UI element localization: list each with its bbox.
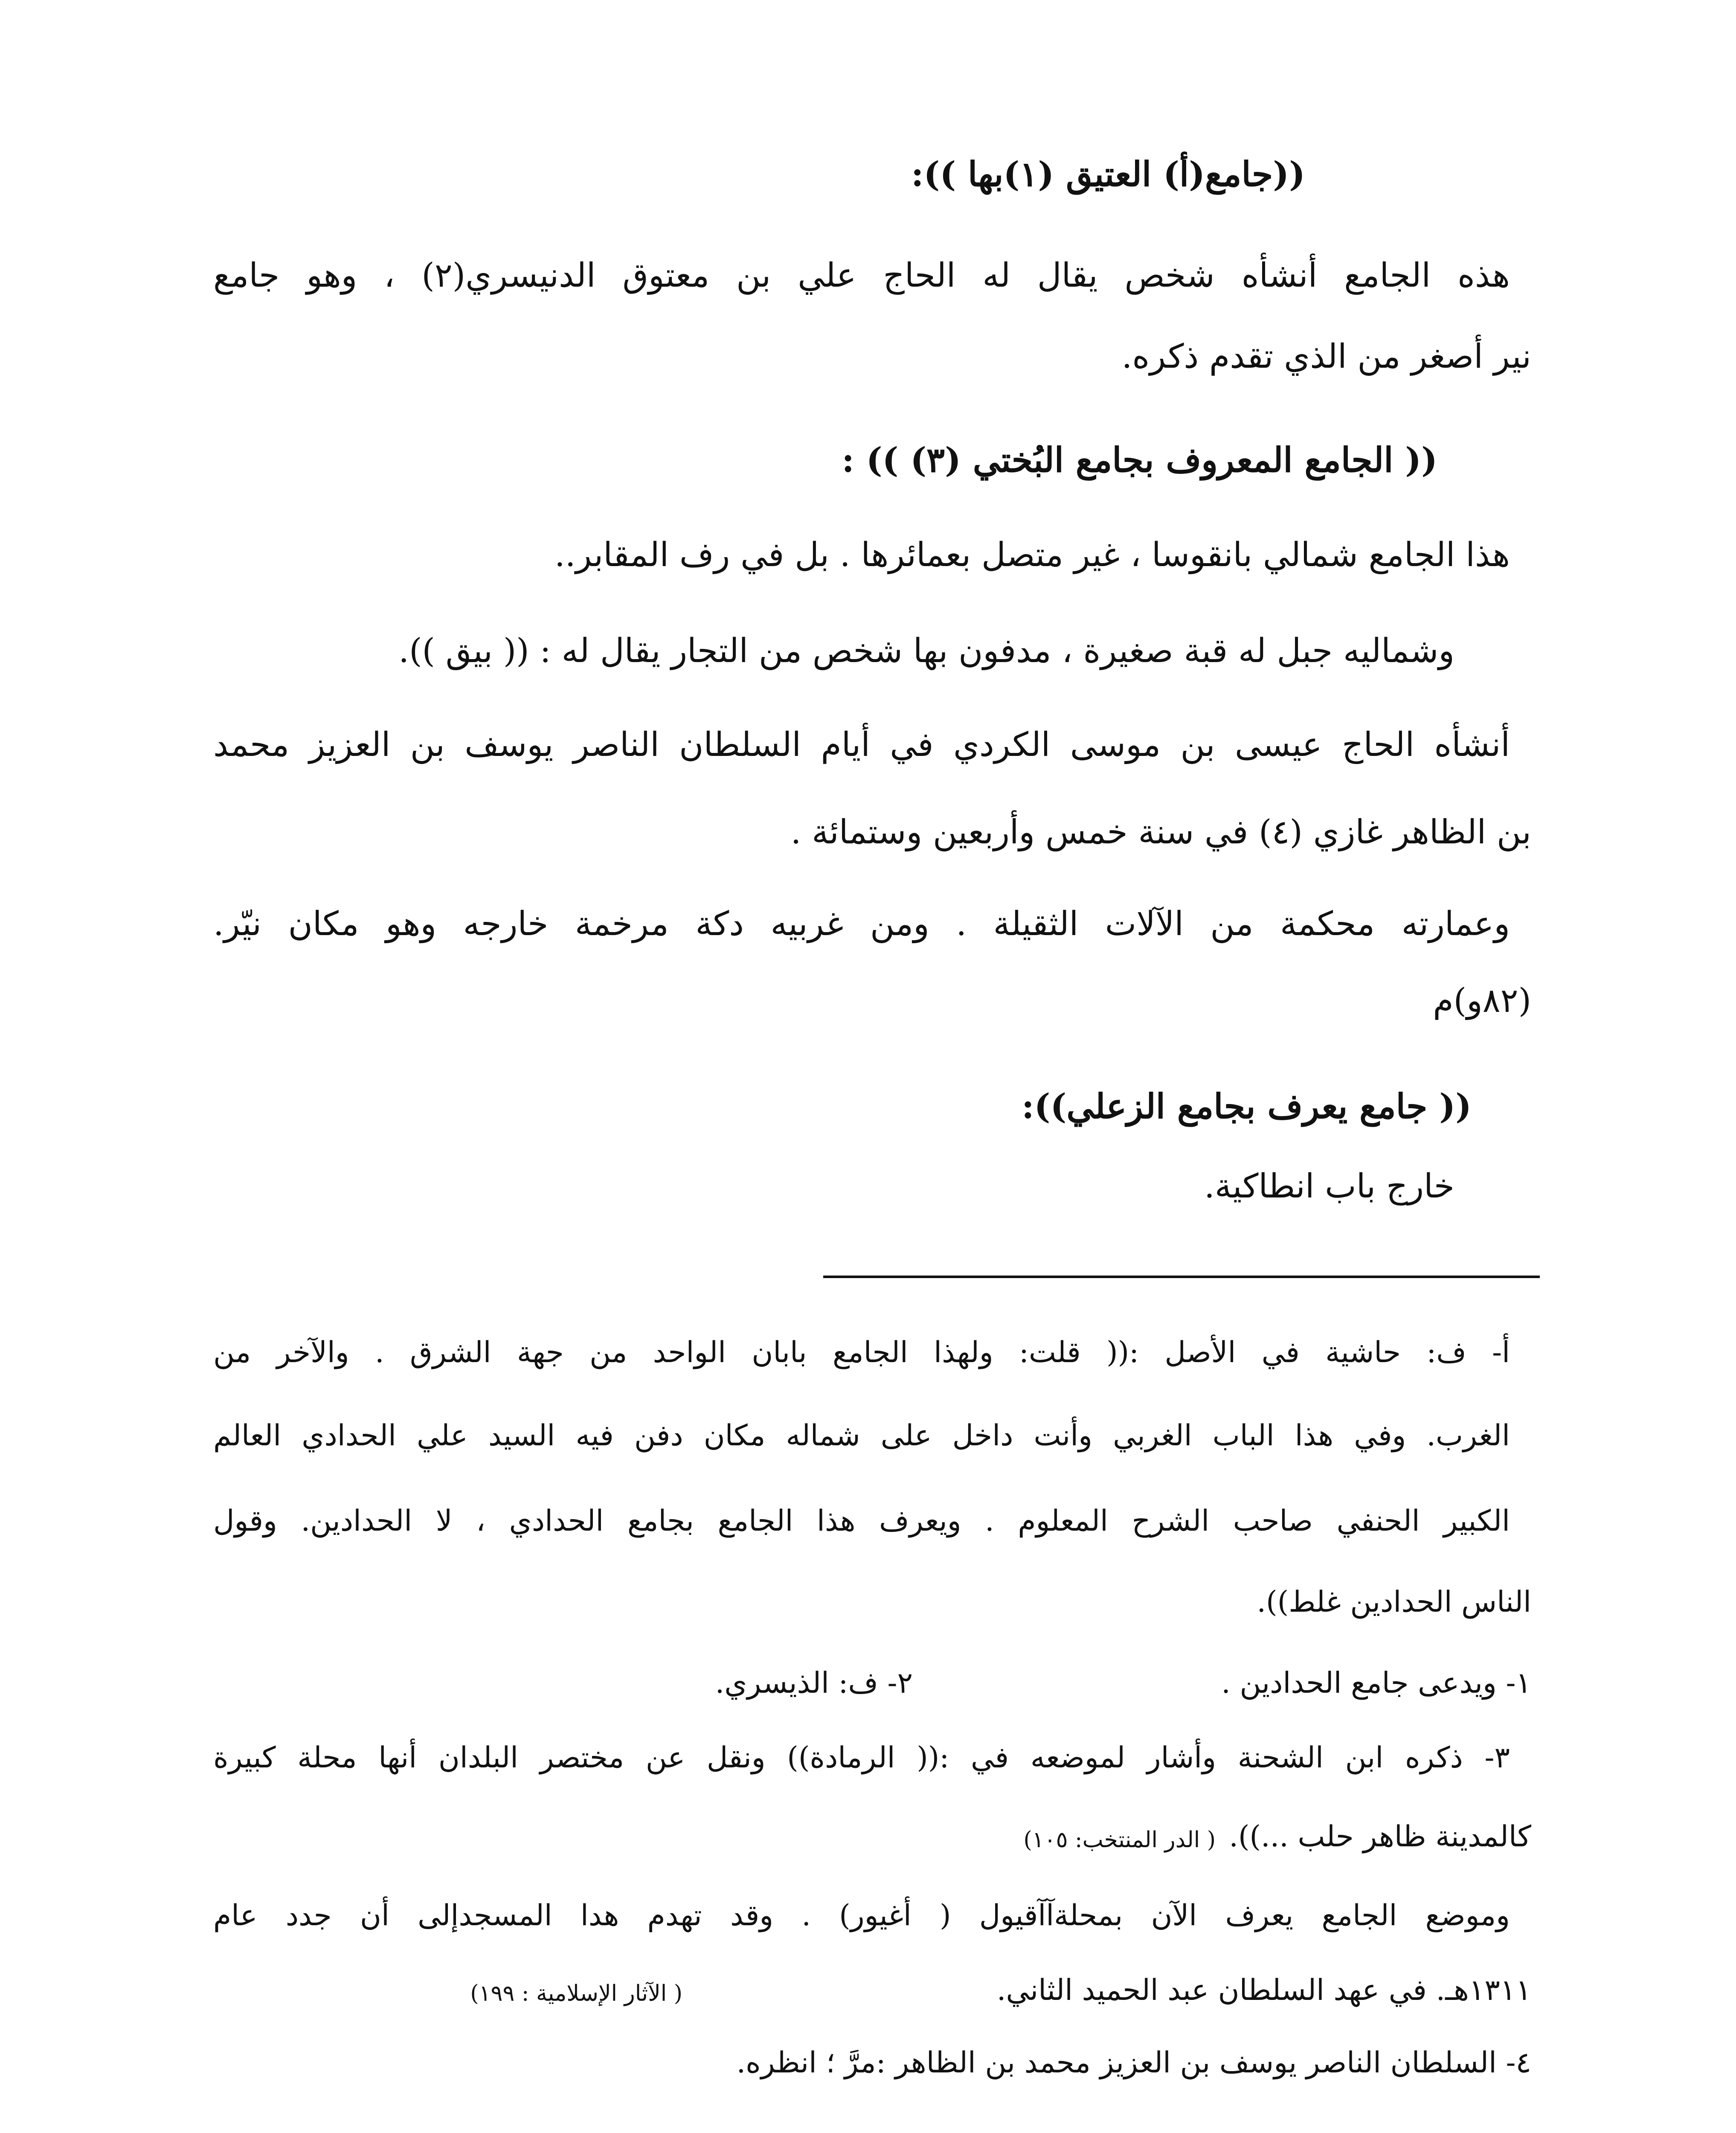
footnote-separator	[823, 1276, 1540, 1278]
section-heading-old-mosque: ((جامع(أ) العتيق (١)بها )):	[911, 154, 1305, 194]
footnote-4: ٤- السلطان الناصر يوسف بن العزيز محمد بن الظاهر :مرَّ ؛ انظره.	[736, 2046, 1531, 2080]
body-line: أنشأه الحاج عيسى بن موسى الكردي في أيام السلطان الناصر يوسف بن العزيز محمد	[213, 726, 1510, 764]
footnote-3-cont-line: وموضع الجامع يعرف الآن بمحلةآآقيول ( أغيور) . وقد تهدم هدا المسجدإلى أن جدد عام	[213, 1899, 1510, 1932]
footnote-a-line: الناس الحدادين غلط)).	[1257, 1585, 1531, 1619]
manuscript-folio-marker: (٨٢و)م	[1433, 982, 1531, 1020]
footnote-3-cont-source: ( الآثار الإسلامية : ١٩٩)	[470, 1981, 682, 2006]
footnote-a-line: أ- ف: حاشية في الأصل :(( قلت: ولهذا الجامع بابان الواحد من جهة الشرق . والآخر من	[213, 1336, 1510, 1369]
footnote-3-line: كالمدينة ظاهر حلب ...)).	[1229, 1820, 1531, 1854]
body-line: بن الظاهر غازي (٤) في سنة خمس وأربعين وستمائة .	[790, 813, 1531, 851]
body-line: وعمارته محكمة من الآلات الثقيلة . ومن غربيه دكة مرخمة خارجه وهو مكان نيّر.	[213, 905, 1510, 943]
body-line: هذه الجامع أنشأه شخص يقال له الحاج علي بن معتوق الدنيسري(٢) ، وهو جامع	[213, 256, 1510, 295]
section-heading-bukhti-mosque: (( الجامع المعروف بجامع البُختي (٣) )) :	[842, 440, 1437, 480]
footnote-a-line: الكبير الحنفي صاحب الشرح المعلوم . ويعرف هذا الجامع بجامع الحدادي ، لا الحدادين. وقول	[213, 1504, 1510, 1538]
body-line: خارج باب انطاكية.	[1204, 1167, 1454, 1206]
body-line: هذا الجامع شمالي بانقوسا ، غير متصل بعمائرها . بل في رف المقابر..	[554, 536, 1510, 574]
footnote-1: ١- ويدعى جامع الحدادين .	[1221, 1666, 1531, 1700]
footnote-2: ٢- ف: الذيسري.	[715, 1666, 913, 1700]
footnote-a-line: الغرب. وفي هذا الباب الغربي وأنت داخل على شماله مكان دفن فيه السيد علي الحدادي العالم	[213, 1419, 1510, 1453]
body-line: وشماليه جبل له قبة صغيرة ، مدفون بها شخص من التجار يقال له : (( بيق )).	[398, 632, 1454, 670]
footnote-3-line: ٣- ذكره ابن الشحنة وأشار لموضعه في :(( الرمادة)) ونقل عن مختصر البلدان أنها محلة كبيرة	[213, 1741, 1510, 1775]
footnote-3-cont-line: ١٣١١هـ. في عهد السلطان عبد الحميد الثاني.	[996, 1973, 1531, 2007]
body-line: نير أصغر من الذي تقدم ذكره.	[1121, 337, 1531, 376]
section-heading-zaali-mosque: (( جامع يعرف بجامع الزعلي)):	[1022, 1086, 1472, 1126]
footnote-3-source: ( الدر المنتخب: ١٠٥)	[1023, 1827, 1216, 1853]
